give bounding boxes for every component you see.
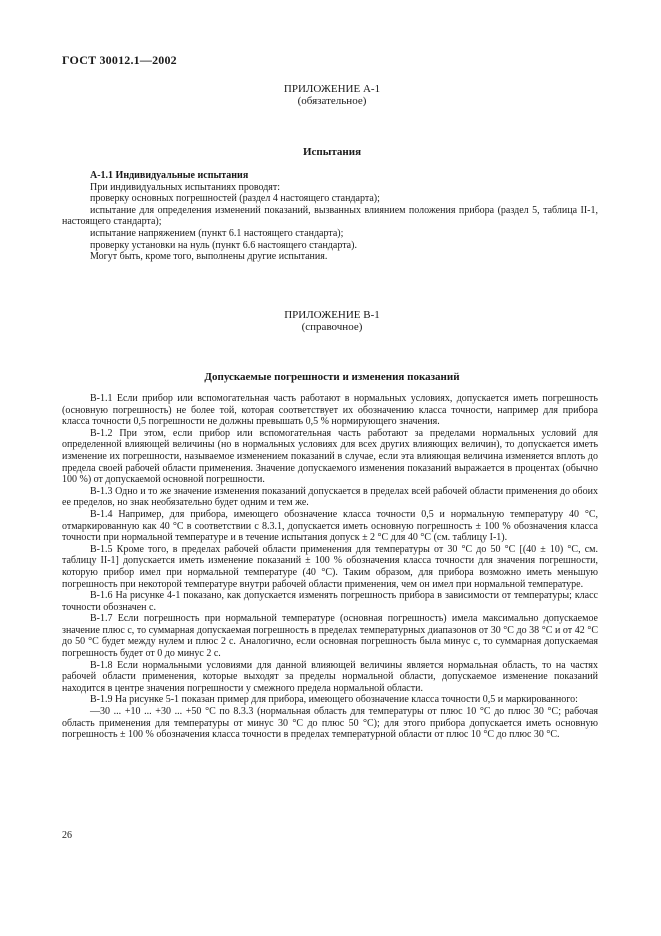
paragraph-b-1-3: В-1.3 Одно и то же значение изменения показаний допускается в пределах всей рабочей области применения до обоих ее пределов, но знак необязательно будет одним и тем же. (62, 485, 598, 509)
annex-b-title: ПРИЛОЖЕНИЕ В-1 (284, 309, 380, 321)
annex-b-subtitle: (справочное) (301, 321, 363, 333)
tests-line: проверку установки на нуль (пункт 6.6 настоящего стандарта). (90, 239, 357, 251)
annex-a-heading (62, 83, 602, 107)
paragraph-b-1-7: В-1.7 Если погрешность при нормальной температуре (основная погрешность) имела максимально допускаемое значение плюс с, то суммарная допускаемая погрешность в пределах температурных диапазонов от 30 °С до 38 °С и от 42 °С до 50 °С будет между нулем и плюс 2 с. Аналогично, если основная погрешность была минус с, то суммарная допускаемая погрешность будет от 0 до минус 2 с. (62, 613, 598, 660)
annex-b-heading (62, 309, 602, 333)
paragraph-b-1-6: В-1.6 На рисунке 4-1 показано, как допускается изменять погрешность прибора в зависимости от температуры; класс точности обозначен с. (62, 590, 598, 613)
document-code: ГОСТ 30012.1—2002 (62, 53, 177, 67)
tests-line: При индивидуальных испытаниях проводят: (90, 181, 281, 193)
paragraph-b-1-5: В-1.5 Кроме того, в пределах рабочей области применения для температуры от 30 °С до 50 °С [(40 ± 10) °С, см. таблицу II-1] допускается иметь изменение показаний ± 100 % обозначения класса точности для значения погрешности, которую прибор имел при нормальной температуре (40 °С). Таким образом, для прибора возможно иметь меньшую погрешность при некоторой температуре внутри рабочей области применения, чем он имел при нормальной температуре. (62, 543, 598, 590)
tests-line: испытание напряжением (пункт 6.1 настоящего стандарта); (90, 227, 344, 239)
tests-line: испытание для определения изменений показаний, вызванных влиянием положения прибора (раздел 5, таблица II-1, настоящего стандарта); (62, 204, 598, 228)
paragraph-b-1-8: В-1.8 Если нормальными условиями для данной влияющей величины является нормальная область, то на частях рабочей области применения, которые выходят за пределы нормальной области, допускаемое изменение показаний находится в центре значения погрешности у смежного предела нормальной области. (62, 659, 598, 694)
annex-a-title: ПРИЛОЖЕНИЕ А-1 (283, 83, 381, 95)
tests-section-title: Испытания (302, 146, 362, 158)
paragraph-b-1-1: В-1.1 Если прибор или вспомогательная часть работают в нормальных условиях, допускается иметь погрешность (основную погрешность) не более той, которая соответствует их обозначению класса точности, например для прибора класса точности 0,5 погрешности не должны превышать 0,5 % нормирующего значения. (62, 393, 598, 428)
paragraph-b-1-9-marking: —30 ... +10 ... +30 ... +50 °С по 8.3.3 (нормальная область для температуры от плюс 10 °С до плюс 30 °С; рабочая область применения для температуры от минус 30 °С до плюс 50 °С); для этого прибора допускается иметь основную погрешность ± 100 % обозначения класса точности в пределах температурной области от плюс 10 °С до плюс 30 °С. (62, 706, 598, 741)
page-number: 26 (62, 830, 72, 841)
paragraph-b-1-2: В-1.2 При этом, если прибор или вспомогательная часть работают за пределами нормальных условий для определенной влияющей величины (но в нормальных условиях для всех других влияющих величин), то допускается иметь изменение их погрешности, называемое изменением показаний в случае, если эта влияющая величина изменяется вплоть до предела своей рабочей области применения. Значение допускаемого изменения показаний выражается в процентах (обычно 100 %) от допускаемой основной погрешности. (62, 427, 598, 486)
paragraph-b-1-9: В-1.9 На рисунке 5-1 показан пример для прибора, имеющего обозначение класса точности 0,5 и маркированного: (90, 694, 578, 706)
errors-section-body (62, 393, 598, 741)
errors-section-title: Допускаемые погрешности и изменения показаний (204, 371, 460, 383)
tests-section-body (62, 170, 598, 263)
tests-line: Могут быть, кроме того, выполнены другие испытания. (90, 251, 328, 263)
tests-subheading: А-1.1 Индивидуальные испытания (90, 170, 249, 181)
annex-a-subtitle: (обязательное) (297, 95, 367, 107)
paragraph-b-1-4: В-1.4 Например, для прибора, имеющего обозначение класса точности 0,5 и нормальную температуру 40 °С, отмаркированную как 40 °С в соответствии с 8.3.1, допускается иметь основную погрешность ± 100 % обозначения класса точности при нормальной температуре и в течение испытания допуск ± 2 °С для 40 °С (см. таблицу I-1). (62, 508, 598, 544)
tests-line: проверку основных погрешностей (раздел 4 настоящего стандарта); (90, 193, 380, 205)
